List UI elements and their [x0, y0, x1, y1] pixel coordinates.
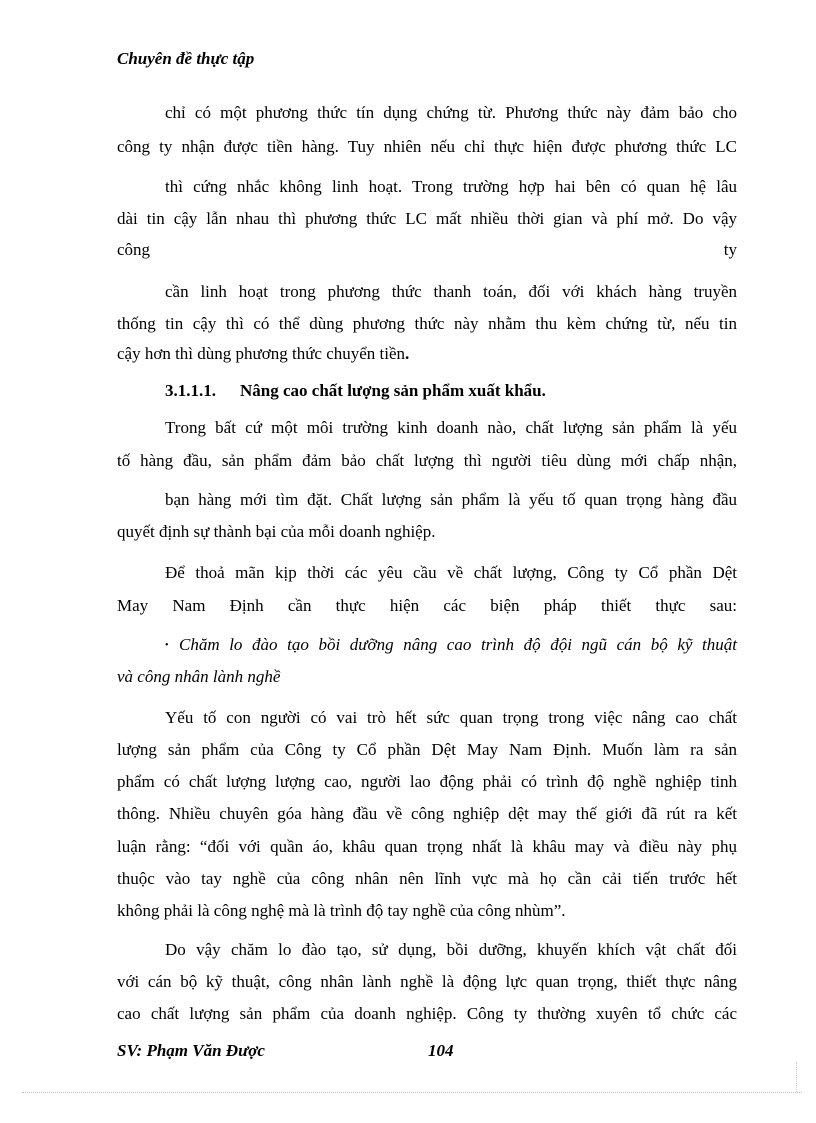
footer-divider	[22, 1092, 802, 1093]
text-line: lượng sản phẩm của Công ty Cổ phần Dệt May Nam Định. Muốn làm ra sản	[117, 740, 737, 759]
bullet-item	[165, 635, 737, 656]
split-line-left: công	[117, 240, 151, 259]
text-line: tố hàng đầu, sản phẩm đảm bảo chất lượng thì người tiêu dùng mới chấp nhận,	[117, 451, 737, 470]
corner-mark	[796, 1062, 797, 1092]
text-line: Để thoả mãn kịp thời các yêu cầu về chất lượng, Công ty Cổ phần Dệt	[165, 563, 737, 582]
section-heading	[165, 381, 546, 401]
text-line: bạn hàng mới tìm đặt. Chất lượng sản phẩm là yếu tố quan trọng hàng đầu	[165, 490, 737, 509]
text-line: và công nhân lành nghề	[117, 667, 281, 686]
text-line: Yếu tố con người có vai trò hết sức quan trọng trong việc nâng cao chất	[165, 708, 737, 727]
text-line: phẩm có chất lượng lượng cao, người lao động phải có trình độ nghề nghiệp tinh	[117, 772, 737, 791]
text-line: May Nam Định cần thực hiện các biện pháp thiết thực sau:	[117, 596, 737, 615]
bold-period: .	[405, 344, 410, 363]
text-line: Trong bất cứ một môi trường kinh doanh nào, chất lượng sản phẩm là yếu	[165, 418, 737, 437]
text-line: công ty nhận được tiền hàng. Tuy nhiên nếu chỉ thực hiện được phương thức LC	[117, 137, 737, 156]
page-header: Chuyên đề thực tập	[117, 49, 255, 68]
text-line: Do vậy chăm lo đào tạo, sử dụng, bồi dưỡng, khuyến khích vật chất đối	[165, 940, 737, 959]
text-line: cần linh hoạt trong phương thức thanh toán, đối với khách hàng truyền	[165, 282, 737, 301]
text-line: không phải là công nghệ mà là trình độ tay nghề của công nhùm”.	[117, 901, 566, 920]
text-line: dài tin cậy lẫn nhau thì phương thức LC mất nhiều thời gian và phí mở. Do vậy	[117, 209, 737, 228]
text-line: luận rằng: “đối với quần áo, khâu quan trọng nhất là khâu may và điều này phụ	[117, 837, 737, 856]
text-line: với cán bộ kỹ thuật, công nhân lành nghề là động lực quan trọng, thiết thực nâng	[117, 972, 737, 991]
text-line: thì cứng nhắc không linh hoạt. Trong trường hợp hai bên có quan hệ lâu	[165, 177, 737, 196]
section-title: Nâng cao chất lượng sản phẩm xuất khẩu.	[240, 381, 546, 400]
section-number: 3.1.1.1.	[165, 381, 216, 400]
text-line: quyết định sự thành bại của mỗi doanh nghiệp.	[117, 522, 436, 541]
text-line: cao chất lượng sản phẩm của doanh nghiệp. Công ty thường xuyên tổ chức các	[117, 1004, 737, 1023]
text-line: thuộc vào tay nghề của công nhân nên lĩnh vực mà họ cần cải tiến trước hết	[117, 869, 737, 888]
text-line	[117, 344, 737, 364]
bullet-icon: •	[165, 640, 169, 651]
split-line-right: ty	[723, 240, 737, 259]
footer-author: SV: Phạm Văn Được	[117, 1041, 265, 1060]
text-line: chỉ có một phương thức tín dụng chứng từ. Phương thức này đảm bảo cho	[165, 103, 737, 122]
bullet-text: Chăm lo đào tạo bồi dưỡng nâng cao trình độ đội ngũ cán bộ kỹ thuật	[179, 635, 737, 654]
text-line: thống tin cậy thì có thể dùng phương thức này nhằm thu kèm chứng từ, nếu tin	[117, 314, 737, 333]
split-line	[117, 240, 737, 260]
text-line-body: cậy hơn thì dùng phương thức chuyển tiền	[117, 344, 406, 363]
text-line: thông. Nhiều chuyên góa hàng đầu về công nghiệp dệt may thế giới đã rút ra kết	[117, 804, 737, 823]
page-number: 104	[428, 1041, 454, 1060]
